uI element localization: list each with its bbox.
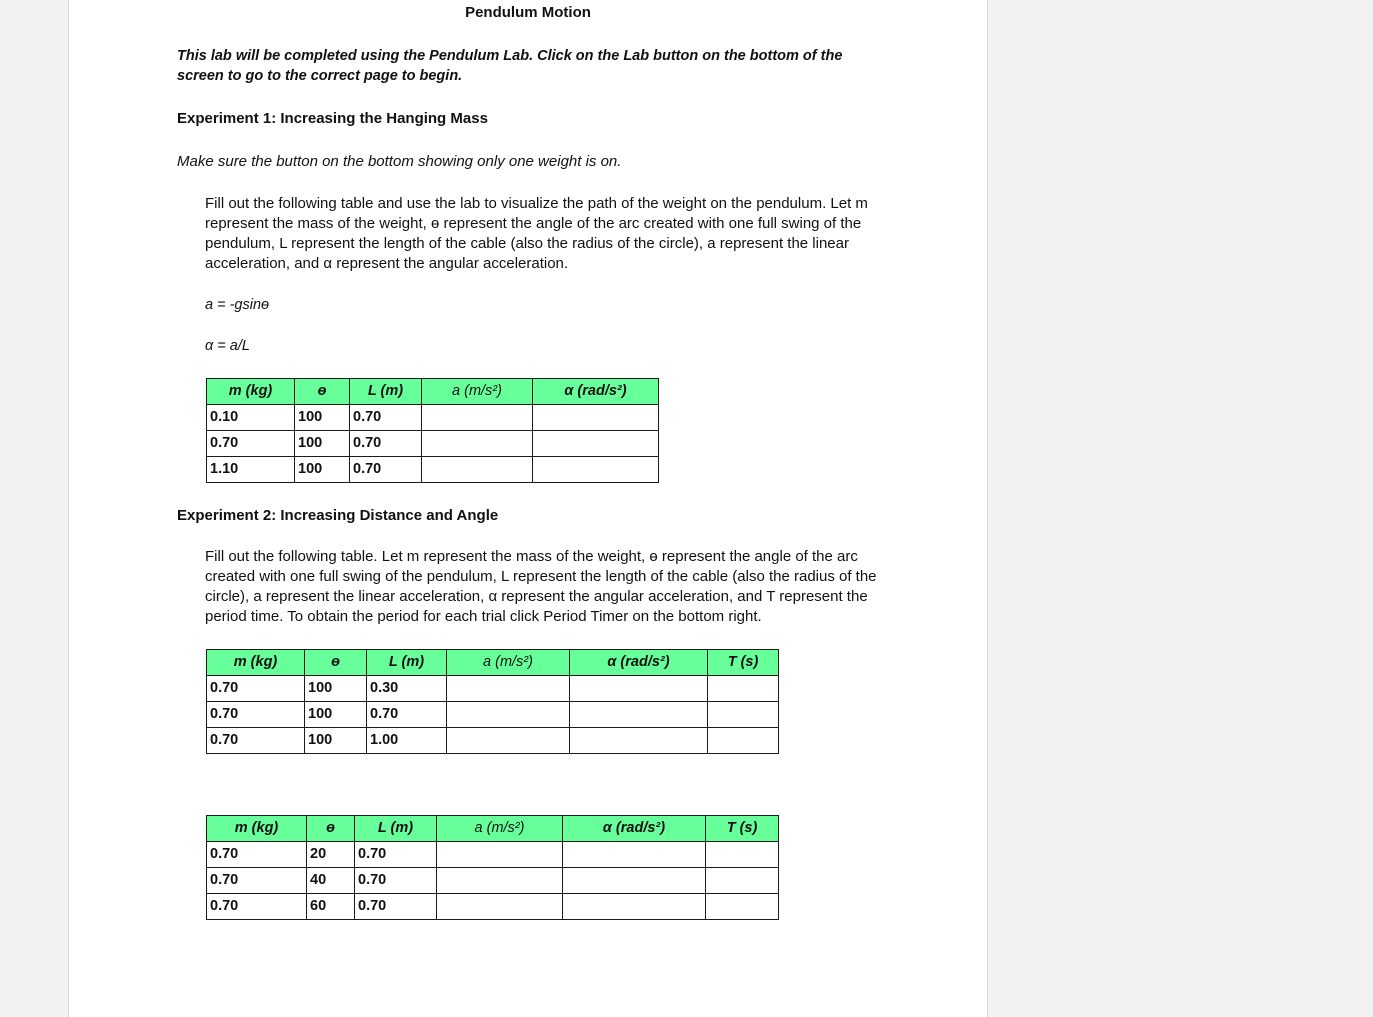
cell-linear-acc[interactable] [437, 894, 563, 920]
intro-text: This lab will be completed using the Pendulum Lab. Click on the Lab button on the bottom of the screen to go to the correct page to begin. [177, 48, 843, 84]
cell-length[interactable]: 0.70 [355, 842, 437, 868]
cell-angle[interactable]: 60 [307, 894, 355, 920]
exp2-table-length [206, 649, 779, 754]
cell-period[interactable] [706, 842, 779, 868]
cell-mass[interactable]: 0.70 [207, 894, 307, 920]
col-header-mass: m (kg) [207, 379, 295, 405]
cell-mass[interactable]: 0.10 [207, 405, 295, 431]
col-header-length: L (m) [355, 816, 437, 842]
cell-mass[interactable]: 0.70 [207, 728, 305, 754]
cell-linear-acc[interactable] [422, 457, 533, 483]
exp1-note: Make sure the button on the bottom showing only one weight is on. [177, 153, 622, 170]
table-row [207, 405, 659, 431]
col-header-angle: ɵ [307, 816, 355, 842]
cell-angle[interactable]: 40 [307, 868, 355, 894]
col-header-linear-acc: a (m/s²) [437, 816, 563, 842]
page-title: Pendulum Motion [465, 4, 591, 21]
cell-angular-acc[interactable] [570, 676, 708, 702]
cell-period[interactable] [706, 894, 779, 920]
cell-angular-acc[interactable] [533, 431, 659, 457]
table-row [207, 894, 779, 920]
table-row [207, 842, 779, 868]
cell-angular-acc[interactable] [570, 728, 708, 754]
table-row [207, 702, 779, 728]
cell-mass[interactable]: 1.10 [207, 457, 295, 483]
cell-angular-acc[interactable] [563, 868, 706, 894]
cell-length[interactable]: 0.70 [355, 868, 437, 894]
cell-mass[interactable]: 0.70 [207, 702, 305, 728]
cell-period[interactable] [706, 868, 779, 894]
cell-mass[interactable]: 0.70 [207, 868, 307, 894]
col-header-angular-acc: α (rad/s²) [533, 379, 659, 405]
col-header-linear-acc: a (m/s²) [447, 650, 570, 676]
cell-period[interactable] [708, 676, 779, 702]
cell-linear-acc[interactable] [422, 405, 533, 431]
cell-length[interactable]: 0.30 [367, 676, 447, 702]
cell-angle[interactable]: 100 [305, 728, 367, 754]
table-row [207, 457, 659, 483]
cell-angle[interactable]: 100 [295, 457, 350, 483]
cell-angle[interactable]: 100 [305, 676, 367, 702]
col-header-linear-acc: a (m/s²) [422, 379, 533, 405]
cell-linear-acc[interactable] [437, 868, 563, 894]
col-header-angle: ɵ [305, 650, 367, 676]
cell-linear-acc[interactable] [447, 676, 570, 702]
col-header-mass: m (kg) [207, 816, 307, 842]
col-header-period: T (s) [708, 650, 779, 676]
cell-angular-acc[interactable] [563, 894, 706, 920]
exp2-paragraph: Fill out the following table. Let m represent the mass of the weight, ɵ represent the angle of the arc created with one full swing of the pendulum, L represent the length of the cable (also the radius of the circle), a represent the linear acceleration, α represent the angular acceleration, and T represent the period time. To obtain the period for each trial click Period Timer on the bottom right. [205, 548, 877, 625]
col-header-period: T (s) [706, 816, 779, 842]
cell-linear-acc[interactable] [447, 702, 570, 728]
col-header-angle: ɵ [295, 379, 350, 405]
cell-period[interactable] [708, 702, 779, 728]
cell-length[interactable]: 0.70 [350, 431, 422, 457]
cell-linear-acc[interactable] [447, 728, 570, 754]
cell-length[interactable]: 0.70 [350, 457, 422, 483]
table-row [207, 431, 659, 457]
col-header-angular-acc: α (rad/s²) [570, 650, 708, 676]
cell-period[interactable] [708, 728, 779, 754]
exp1-table [206, 378, 659, 483]
cell-mass[interactable]: 0.70 [207, 431, 295, 457]
exp1-paragraph: Fill out the following table and use the lab to visualize the path of the weight on the pendulum. Let m represent the mass of the weight, ɵ represent the angle of the arc created with one full swing of the pendulum, L represent the length of the cable (also the radius of the circle), a represent the linear acceleration, and α represent the angular acceleration. [205, 195, 868, 272]
exp1-heading: Experiment 1: Increasing the Hanging Mass [177, 110, 488, 127]
cell-angle[interactable]: 100 [305, 702, 367, 728]
table-row [207, 728, 779, 754]
cell-angular-acc[interactable] [533, 405, 659, 431]
col-header-angular-acc: α (rad/s²) [563, 816, 706, 842]
cell-angular-acc[interactable] [570, 702, 708, 728]
cell-mass[interactable]: 0.70 [207, 842, 307, 868]
cell-linear-acc[interactable] [422, 431, 533, 457]
cell-angle[interactable]: 100 [295, 431, 350, 457]
cell-linear-acc[interactable] [437, 842, 563, 868]
formula-linear: a = -gsinɵ [205, 297, 270, 313]
col-header-length: L (m) [367, 650, 447, 676]
col-header-mass: m (kg) [207, 650, 305, 676]
cell-length[interactable]: 0.70 [350, 405, 422, 431]
cell-length[interactable]: 0.70 [367, 702, 447, 728]
cell-angular-acc[interactable] [563, 842, 706, 868]
cell-mass[interactable]: 0.70 [207, 676, 305, 702]
table-row [207, 676, 779, 702]
formula-angular: α = a/L [205, 338, 250, 354]
cell-length[interactable]: 1.00 [367, 728, 447, 754]
col-header-length: L (m) [350, 379, 422, 405]
cell-length[interactable]: 0.70 [355, 894, 437, 920]
exp2-heading: Experiment 2: Increasing Distance and Angle [177, 507, 499, 524]
cell-angular-acc[interactable] [533, 457, 659, 483]
cell-angle[interactable]: 100 [295, 405, 350, 431]
cell-angle[interactable]: 20 [307, 842, 355, 868]
table-row [207, 868, 779, 894]
document-page [68, 0, 988, 1017]
exp2-table-angle [206, 815, 779, 920]
